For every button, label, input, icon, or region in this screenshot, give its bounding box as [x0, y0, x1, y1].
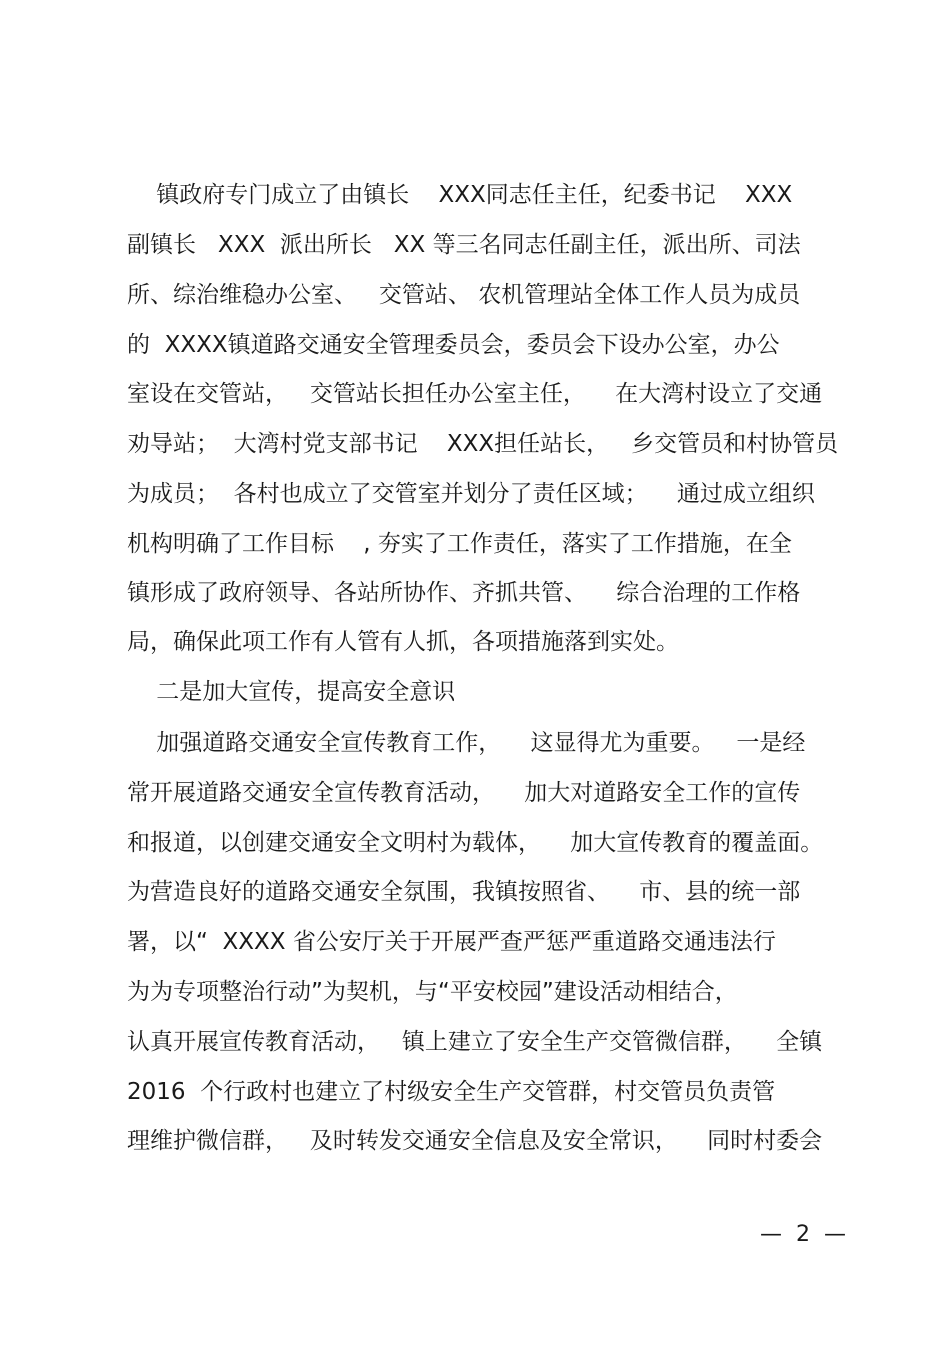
paragraph-line: 镇形成了政府领导、各站所协作、齐抓共管、 综合治理的工作格 — [127, 580, 801, 606]
paragraph-line: 常开展道路交通安全宣传教育活动， 加大对道路安全工作的宣传 — [127, 780, 801, 806]
paragraph-line: 署，以“ XXXX 省公安厅关于开展严查严惩严重道路交通违法行 — [127, 929, 776, 955]
paragraph-line: 副镇长 XXX 派出所长 XX 等三名同志任副主任，派出所、司法 — [127, 232, 801, 258]
paragraph-line: 室设在交管站， 交管站长担任办公室主任， 在大湾村设立了交通 — [127, 381, 823, 407]
page-number: — 2 — — [760, 1222, 846, 1247]
paragraph-line: 机构明确了工作目标 , 夯实了工作责任，落实了工作措施，在全 — [127, 531, 792, 557]
paragraph-line: 2016 个行政村也建立了村级安全生产交管群，村交管员负责管 — [127, 1079, 776, 1105]
paragraph-line: 的 XXXX镇道路交通安全管理委员会，委员会下设办公室，办公 — [127, 332, 780, 358]
paragraph-line: 认真开展宣传教育活动， 镇上建立了安全生产交管微信群， 全镇 — [127, 1029, 823, 1055]
paragraph-line: 理维护微信群， 及时转发交通安全信息及安全常识， 同时村委会 — [127, 1128, 823, 1154]
paragraph-line: 加强道路交通安全宣传教育工作， 这显得尤为重要。 一是经 — [127, 730, 806, 756]
paragraph-line: 为成员； 各村也成立了交管室并划分了责任区域； 通过成立组织 — [127, 481, 815, 507]
paragraph-line: 劝导站； 大湾村党支部书记 XXX担任站长， 乡交管员和村协管员 — [127, 431, 839, 457]
paragraph-line: 和报道，以创建交通安全文明村为载体， 加大宣传教育的覆盖面。 — [127, 830, 824, 856]
paragraph-line: 所、综治维稳办公室、 交管站、 农机管理站全体工作人员为成员 — [127, 282, 801, 308]
paragraph-line: 局，确保此项工作有人管有人抓，各项措施落到实处。 — [127, 629, 679, 655]
section-heading: 二是加大宣传，提高安全意识 — [127, 679, 456, 705]
paragraph-line: 为营造良好的道路交通安全氛围，我镇按照省、 市、县的统一部 — [127, 879, 801, 905]
paragraph-line: 镇政府专门成立了由镇长 XXX同志任主任，纪委书记 XXX — [127, 182, 793, 208]
paragraph-line: 为为专项整治行动”为契机，与“平安校园”建设活动相结合， — [127, 979, 738, 1005]
